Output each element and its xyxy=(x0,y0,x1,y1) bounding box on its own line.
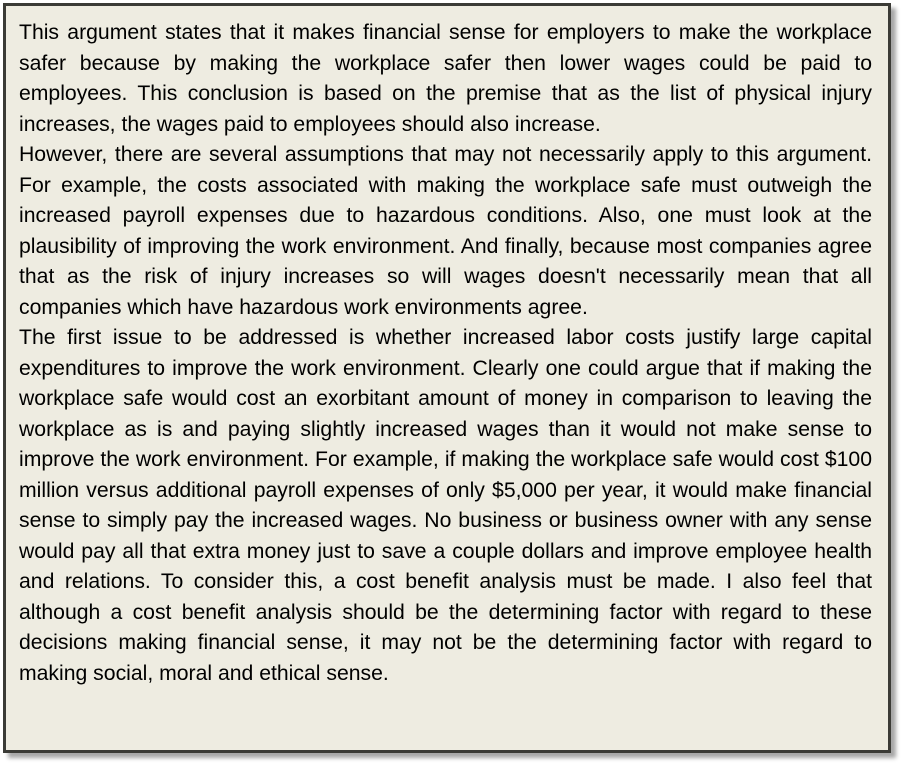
paragraph-2: However, there are several assumptions that may not necessarily apply to this argument. For example, the costs associated with making the workplace safe must outweigh the increased payroll expenses due to hazardous conditions. Also, one must look at the plausibility of improving the work environment. And finally, because most companies agree that as the risk of injury increases so will wages doesn't necessarily mean that all companies which have hazardous work environments agree. xyxy=(19,143,872,319)
paragraph-1: This argument states that it makes financial sense for employers to make the workplace safer because by making the workplace safer then lower wages could be paid to employees. This conclusion is based on the premise that as the list of physical injury increases, the wages paid to employees should also increase. xyxy=(19,21,872,136)
essay-text-box xyxy=(3,3,891,753)
paragraph-3: The first issue to be addressed is whether increased labor costs justify large capital expenditures to improve the work environment. Clearly one could argue that if making the workplace safe would cost an exorbitant amount of money in comparison to leaving the workplace as is and paying slightly increased wages than it would not make sense to improve the work environment. For example, if making the workplace safe would cost $100 million versus additional payroll expenses of only $5,000 per year, it would make financial sense to simply pay the increased wages. No business or business owner with any sense would pay all that extra money just to save a couple dollars and improve employee health and relations. To consider this, a cost benefit analysis must be made. I also feel that although a cost benefit analysis should be the determining factor with regard to these decisions making financial sense, it may not be the determining factor with regard to making social, moral and ethical sense. xyxy=(19,326,872,685)
essay-body xyxy=(19,18,872,689)
